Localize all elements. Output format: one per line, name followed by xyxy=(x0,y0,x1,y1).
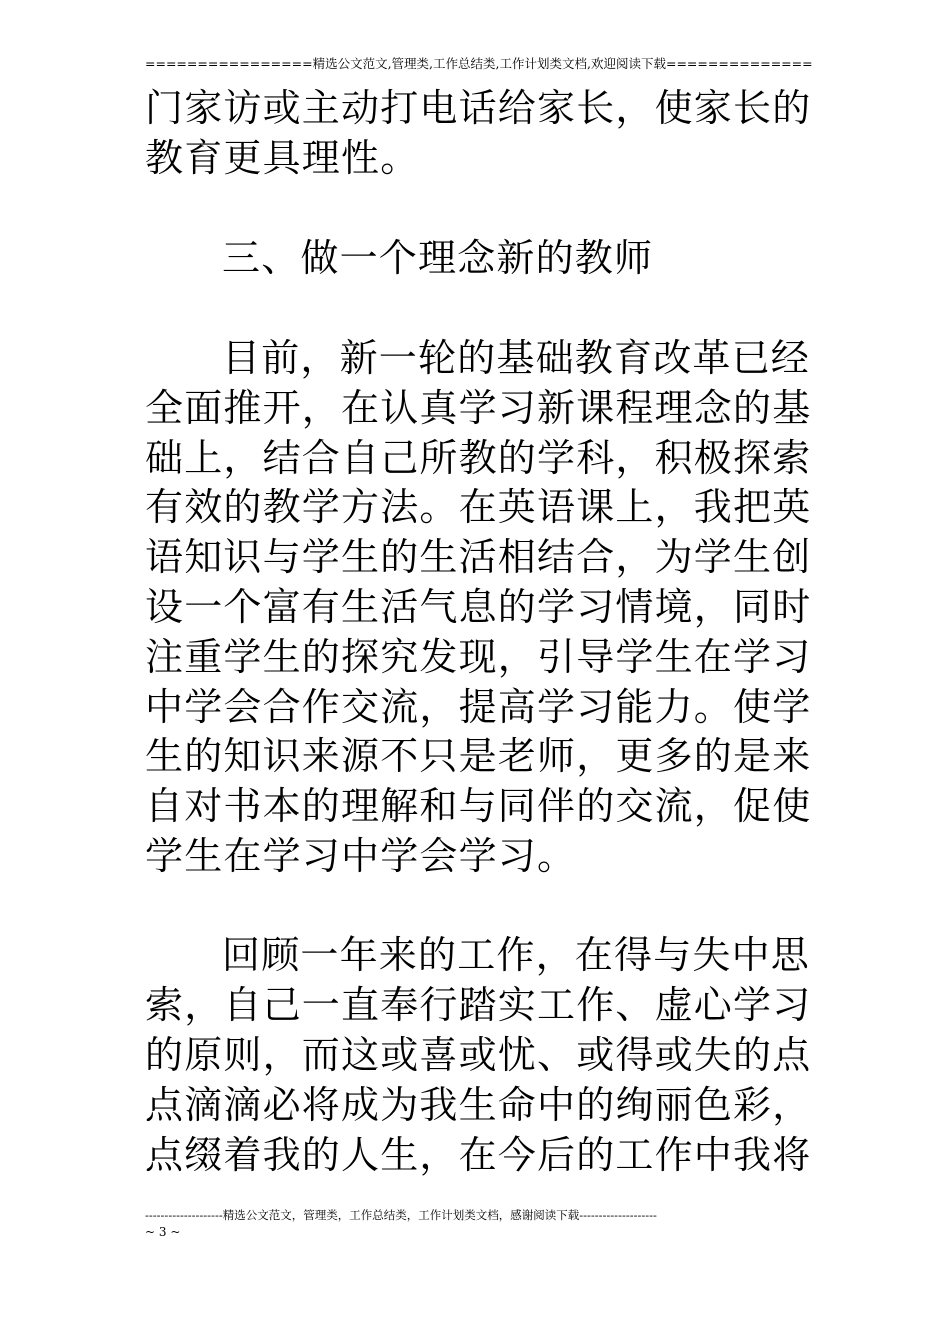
body-text-line: 索，自己一直奉行踏实工作、虚心学习 xyxy=(145,983,812,1027)
body-text-line: 点滴滴必将成为我生命中的绚丽色彩， xyxy=(145,1083,812,1127)
body-text-line: 全面推开，在认真学习新课程理念的基 xyxy=(145,386,812,430)
body-text-line: 点缀着我的人生，在今后的工作中我将 xyxy=(145,1133,812,1177)
body-text-line: 目前，新一轮的基础教育改革已经 xyxy=(222,336,811,380)
body-text-line: 有效的教学方法。在英语课上，我把英 xyxy=(145,485,812,529)
body-text-line: 语知识与学生的生活相结合，为学生创 xyxy=(145,535,812,579)
body-text-line: 教育更具理性。 xyxy=(145,136,420,180)
body-text-line: 础上，结合自己所教的学科，积极探索 xyxy=(145,436,812,480)
body-text-line: 自对书本的理解和与同伴的交流，促使 xyxy=(145,784,812,828)
body-text-line: 设一个富有生活气息的学习情境，同时 xyxy=(145,585,812,629)
body-text-line: 生的知识来源不只是老师，更多的是来 xyxy=(145,734,812,778)
section-heading: 三、做一个理念新的教师 xyxy=(222,236,654,280)
body-text-line: 注重学生的探究发现，引导学生在学习 xyxy=(145,635,812,679)
page-header: ================精选公文范文,管理类,工作总结类,工作计划类文档,欢迎阅读下载============== xyxy=(145,56,813,71)
body-text-line: 的原则，而这或喜或忧、或得或失的点 xyxy=(145,1033,812,1077)
page-footer: --------------------精选公文范文，管理类，工作总结类，工作计划类文档，感谢阅读下载-------------------- xyxy=(145,1208,657,1222)
body-text-line: 学生在学习中学会学习。 xyxy=(145,834,577,878)
body-text-line: 回顾一年来的工作，在得与失中思 xyxy=(222,933,811,977)
page-number: ~ 3 ~ xyxy=(145,1225,181,1239)
body-text-line: 门家访或主动打电话给家长，使家长的 xyxy=(145,86,812,130)
body-text-line: 中学会合作交流，提高学习能力。使学 xyxy=(145,685,812,729)
